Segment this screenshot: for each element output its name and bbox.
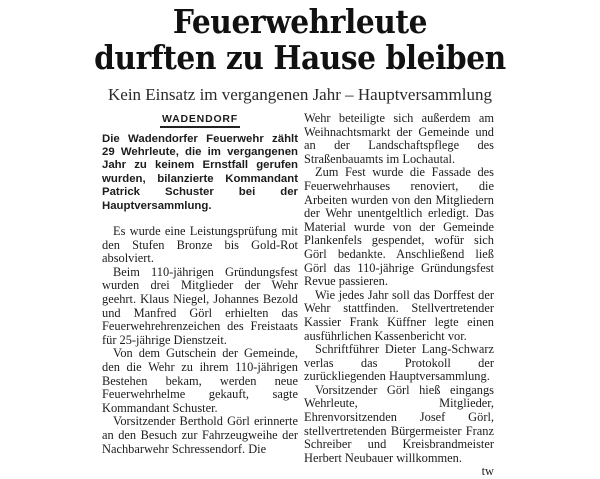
headline-line-2: durften zu Hause bleiben [94, 38, 506, 77]
body-paragraph: Zum Fest wurde die Fassade des Feuerwehrhauses renoviert, die Arbeiten wurden von den Mitgliedern der Wehr unentgeltlich erledigt. Das Material wurde von der Gemeinde Plankenfels gespendet, wofür sich Görl bedankte. Anschließend ließ Görl das 110-jährige Gründungsfest Revue passieren. [304, 165, 494, 289]
headline-line-1: Feuerwehrleute [172, 2, 428, 41]
body-paragraph: Vorsitzender Berthold Görl erinnerte an den Besuch zur Fahrzeugweihe der Nachbarwehr Schressendorf. Die [102, 414, 298, 456]
subheadline: Kein Einsatz im vergangenen Jahr – Hauptversammlung [108, 85, 492, 104]
author-signature: tw [481, 464, 494, 479]
body-paragraph: Schriftführer Dieter Lang-Schwarz verlas das Protokoll der zurückliegenden Hauptversammlung. [304, 342, 494, 384]
body-paragraph: Von dem Gutschein der Gemeinde, den die Wehr zu ihrem 110-jährigen Bestehen bekam, werden neue Feuerwehrhelme gekauft, sagte Kommandant Schuster. [102, 346, 298, 415]
dateline [102, 113, 298, 127]
article-column-1 [102, 112, 298, 456]
body-paragraph: Wie jedes Jahr soll das Dorffest der Wehr stattfinden. Stellvertretender Kassier Frank Küffner legte einen ausführlichen Kassenbericht vor. [304, 287, 494, 343]
body-paragraph: Wehr beteiligte sich außerdem am Weihnachtsmarkt der Gemeinde und an der Landschaftspflege des Straßenbauamts im Lochautal. [304, 111, 494, 166]
lead-paragraph: Die Wadendorfer Feuerwehr zählt 29 Wehrleute, die im vergangenen Jahr zu keinem Ernstfall gerufen wurden, bilanzierte Kommandant Patrick Schuster bei der Hauptversammlung. [102, 132, 298, 212]
headline [30, 4, 570, 76]
body-paragraph: Beim 110-jährigen Gründungsfest wurden drei Mitglieder der Wehr geehrt. Klaus Niegel, Johannes Bezold und Manfred Görl erhielten das Feuerwehrehrenzeichen des Freistaats für 25-jährige Dienstzeit. [102, 264, 298, 347]
body-paragraph: Es wurde eine Leistungsprüfung mit den Stufen Bronze bis Gold-Rot absolviert. [102, 224, 298, 266]
dateline-text: WADENDORF [160, 113, 240, 128]
article-column-2 [304, 112, 494, 479]
body-paragraph: Vorsitzender Görl hieß eingangs Wehrleute, Mitglieder, Ehrenvorsitzenden Josef Görl, stellvertretenden Bürgermeister Franz Schreiber und Kreisbrandmeister Herbert Neubauer willkommen. [304, 382, 494, 465]
